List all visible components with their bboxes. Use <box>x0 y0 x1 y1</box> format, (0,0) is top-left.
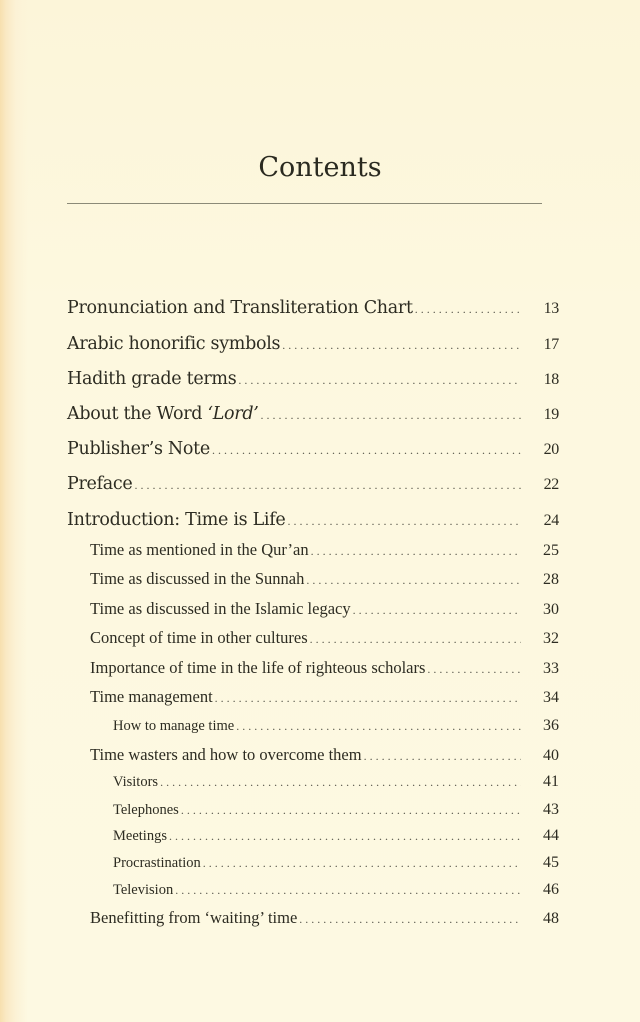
toc-entry[interactable] <box>90 687 559 707</box>
toc-page-number: 17 <box>543 336 559 353</box>
toc-page-number: 45 <box>543 854 559 871</box>
toc-entry-label: Time as mentioned in the Qur’an <box>90 540 309 559</box>
toc-entry[interactable] <box>67 438 559 459</box>
dot-leader <box>364 745 521 765</box>
toc-entry[interactable] <box>90 599 559 619</box>
toc-entry-label: Benefitting from ‘waiting’ time <box>90 908 298 927</box>
toc-entry-label: Telephones <box>113 802 179 818</box>
dot-leader <box>215 687 521 707</box>
dot-leader <box>261 403 522 424</box>
toc-page-number: 28 <box>543 571 559 588</box>
dot-leader <box>181 802 521 819</box>
toc-entry-label-prefix: About the Word <box>67 404 208 424</box>
toc-entry-label: Time wasters and how to overcome them <box>90 745 362 764</box>
toc-page-number: 48 <box>543 910 559 927</box>
dot-leader <box>310 628 521 648</box>
dot-leader <box>353 599 521 619</box>
toc-entry-label: Time as discussed in the Islamic legacy <box>90 599 351 618</box>
toc-page-number: 33 <box>543 660 559 677</box>
toc-page-number: 25 <box>543 542 559 559</box>
dot-leader <box>236 718 521 735</box>
toc-entry[interactable] <box>113 773 559 791</box>
toc-entry[interactable] <box>90 658 559 678</box>
dot-leader <box>306 569 521 589</box>
toc-entry-label <box>67 404 259 424</box>
toc-entry[interactable] <box>90 569 559 589</box>
toc-page-number: 40 <box>543 747 559 764</box>
dot-leader <box>160 774 521 791</box>
toc-page-number: 19 <box>543 406 559 423</box>
toc-entry-label: Television <box>113 882 174 898</box>
toc-entry-label-italic: ‘Lord’ <box>207 404 259 424</box>
toc-entry-label: Procrastination <box>113 855 201 871</box>
dot-leader <box>203 855 521 872</box>
toc-page-number: 41 <box>543 773 559 790</box>
toc-entry-label: Preface <box>67 474 133 494</box>
dot-leader <box>282 333 521 354</box>
toc-entry[interactable] <box>67 368 559 389</box>
dot-leader <box>238 368 521 389</box>
toc-entry[interactable] <box>90 908 559 928</box>
page-title: Contents <box>258 152 382 183</box>
dot-leader <box>311 540 521 560</box>
toc-entry[interactable] <box>90 540 559 560</box>
toc-entry-label: Meetings <box>113 828 167 844</box>
dot-leader <box>175 882 521 899</box>
toc-entry-label: Visitors <box>113 774 159 790</box>
toc-entry[interactable] <box>67 333 559 354</box>
toc-page-number: 24 <box>543 512 559 529</box>
toc-entry-label: Importance of time in the life of righteous scholars <box>90 658 426 677</box>
toc-page-number: 44 <box>543 827 559 844</box>
toc-entry-label: Time management <box>90 687 213 706</box>
toc-entry[interactable] <box>67 509 559 530</box>
toc-page-number: 18 <box>543 371 559 388</box>
toc-entry-label: Concept of time in other cultures <box>90 628 308 647</box>
toc-entry-label: Pronunciation and Transliteration Chart <box>67 298 413 318</box>
toc-page-number: 30 <box>543 601 559 618</box>
toc-entry[interactable] <box>90 628 559 648</box>
toc-entry-label: How to manage time <box>113 718 235 734</box>
dot-leader <box>212 438 521 459</box>
toc-entry[interactable] <box>67 403 559 424</box>
toc-page-number: 43 <box>543 801 559 818</box>
toc-entry-label: Hadith grade terms <box>67 369 237 389</box>
toc-page-number: 13 <box>543 300 559 317</box>
toc-entry[interactable] <box>113 827 559 845</box>
dot-leader <box>299 908 521 928</box>
toc-entry[interactable] <box>67 473 559 494</box>
toc-entry-label: Publisher’s Note <box>67 439 210 459</box>
toc-entry[interactable] <box>90 745 559 765</box>
toc-entry[interactable] <box>67 297 559 318</box>
toc-entry[interactable] <box>113 854 559 872</box>
toc-page-number: 32 <box>543 630 559 647</box>
dot-leader <box>287 509 521 530</box>
toc-page-number: 34 <box>543 689 559 706</box>
dot-leader <box>169 828 521 845</box>
dot-leader <box>415 297 521 318</box>
dot-leader <box>427 658 521 678</box>
toc-entry[interactable] <box>113 717 559 735</box>
toc-entry[interactable] <box>113 801 559 819</box>
title-rule-divider <box>67 203 542 204</box>
toc-entry-label: Introduction: Time is Life <box>67 510 286 530</box>
dot-leader <box>134 473 521 494</box>
toc-entry-label: Time as discussed in the Sunnah <box>90 569 305 588</box>
toc-entry[interactable] <box>113 881 559 899</box>
toc-page-number: 20 <box>543 441 559 458</box>
toc-page-number: 22 <box>543 476 559 493</box>
toc-page-number: 46 <box>543 881 559 898</box>
toc-entry-label: Arabic honorific symbols <box>67 334 281 354</box>
toc-page-number: 36 <box>543 717 559 734</box>
